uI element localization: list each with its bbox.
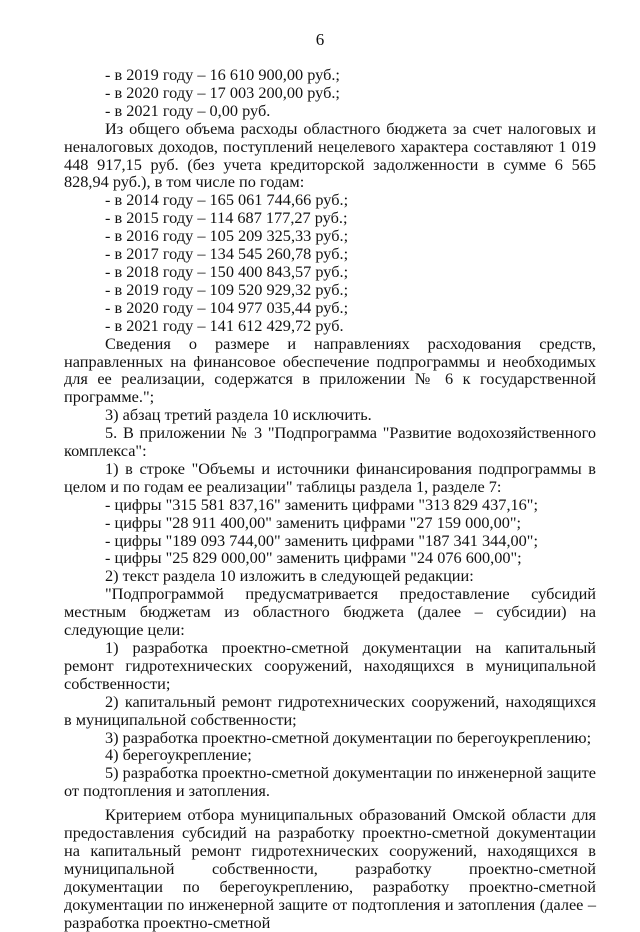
paragraph: - в 2019 году – 109 520 929,32 руб.; xyxy=(105,279,349,299)
paragraph: "Подпрограммой предусматривается предоставление субсидий местным бюджетам из областного бюджета (далее – субсидии) на следующие цели: xyxy=(64,584,596,640)
paragraph: - в 2021 году – 0,00 руб. xyxy=(105,100,271,120)
paragraph: 2) текст раздела 10 изложить в следующей редакции: xyxy=(105,566,474,586)
paragraph: Сведения о размере и направлениях расходования средств, направленных на финансовое обеспечение подпрограммы и необходимых для ее реализации, содержатся в приложении № 6 к государственной программе."; xyxy=(64,333,596,407)
paragraph: - в 2017 году – 134 545 260,78 руб.; xyxy=(105,244,349,264)
page-number: 6 xyxy=(315,30,325,49)
paragraph: - в 2020 году – 17 003 200,00 руб.; xyxy=(105,82,340,102)
paragraph: Из общего объема расходы областного бюджета за счет налоговых и неналоговых доходов, поступлений нецелевого характера составляют 1 019 448 917,15 руб. (без учета кредиторской задолженности в сумме 6 565 828,94 руб.), в том числе по годам: xyxy=(64,118,596,192)
paragraph: - в 2015 году – 114 687 177,27 руб.; xyxy=(105,208,348,228)
paragraph: 4) берегоукрепление; xyxy=(105,745,252,765)
paragraph: 1) разработка проектно-сметной документации на капитальный ремонт гидротехнических сооружений, находящихся в муниципальной собственности; xyxy=(64,638,596,693)
paragraph: 3) разработка проектно-сметной документации по берегоукреплению; xyxy=(105,727,592,747)
document-body xyxy=(64,66,596,932)
paragraph: - в 2014 году – 165 061 744,66 руб.; xyxy=(105,190,349,210)
paragraph: - цифры "25 829 000,00" заменить цифрами "24 076 600,00"; xyxy=(105,548,522,568)
paragraph: - в 2020 году – 104 977 035,44 руб.; xyxy=(105,297,349,317)
paragraph: - цифры "28 911 400,00" заменить цифрами "27 159 000,00"; xyxy=(105,512,522,532)
paragraph: 3) абзац третий раздела 10 исключить. xyxy=(105,405,372,425)
paragraph: - в 2019 году – 16 610 900,00 руб.; xyxy=(105,65,340,84)
paragraph: 2) капитальный ремонт гидротехнических сооружений, находящихся в муниципальной собственности; xyxy=(64,691,596,729)
paragraph: - цифры "189 093 744,00" заменить цифрами "187 341 344,00"; xyxy=(105,530,538,550)
paragraph: Критерием отбора муниципальных образований Омской области для предоставления субсидий на разработку проектно-сметной документации на капитальный ремонт гидротехнических сооружений, находящихся в муниципальной собственности, разработку проектно-сметной документации по берегоукреплению, разработку проектно-сметной документации по инженерной защите от подтопления и затопления (далее – разработка проектно-сметной xyxy=(64,805,596,932)
paragraph: - в 2016 году – 105 209 325,33 руб.; xyxy=(105,226,349,246)
paragraph: 5) разработка проектно-сметной документации по инженерной защите от подтопления и затопления. xyxy=(64,763,596,801)
paragraph: - в 2018 году – 150 400 843,57 руб.; xyxy=(105,261,349,281)
paragraph: - цифры "315 581 837,16" заменить цифрами "313 829 437,16"; xyxy=(105,494,538,514)
paragraph: 1) в строке "Объемы и источники финансирования подпрограммы в целом и по годам ее реализации" таблицы раздела 1, разделе 7: xyxy=(64,458,596,496)
paragraph: 5. В приложении № 3 "Подпрограмма "Развитие водохозяйственного комплекса": xyxy=(64,423,596,461)
paragraph: - в 2021 году – 141 612 429,72 руб. xyxy=(105,315,344,335)
